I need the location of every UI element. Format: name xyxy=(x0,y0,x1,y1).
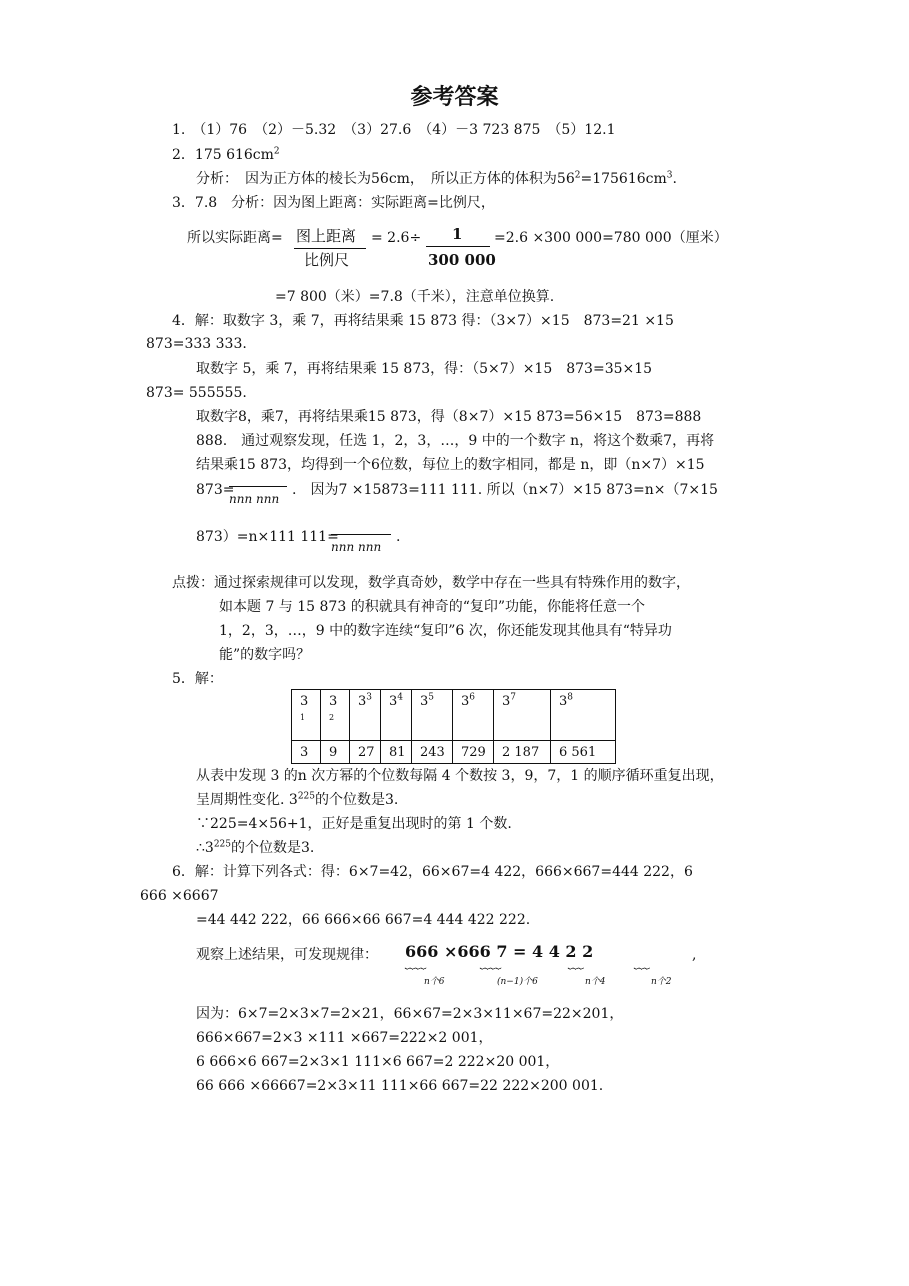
answer-3-mid: = 2.6÷ xyxy=(371,230,422,246)
answer-4-line: 888. 通过观察发现，任选 1，2，3，…，9 中的一个数字 n，将这个数乘7，再将 xyxy=(196,433,715,449)
table-cell: $3^7$ xyxy=(494,690,551,741)
brace-mark: ⏟⏟⏟ xyxy=(568,960,585,970)
rule-prefix: 观察上述结果，可发现规律： xyxy=(196,947,378,963)
powers-table xyxy=(291,689,616,764)
overline xyxy=(331,534,391,535)
table-cell: $3^5$ xyxy=(412,690,453,741)
answer-4-line: 873= xyxy=(196,482,235,498)
rule-end: , xyxy=(692,947,697,963)
answer-4-line: 4．解：取数字 3，乘 7，再将结果乘 15 873 得：（3×7）×15 873=21 ×15 xyxy=(172,313,674,329)
tip-line: 如本题 7 与 15 873 的积就具有神奇的“复印”功能，你能将任意一个 xyxy=(219,599,646,615)
overline xyxy=(229,486,287,487)
tip-line: 点拨：通过探索规律可以发现，数学真奇妙，数学中存在一些具有特殊作用的数字， xyxy=(172,575,690,591)
answer-1: 1. （1）76 （2）－5.32 （3）27.6 （4）－3 723 875 （5）12.1 xyxy=(172,122,616,138)
table-cell: 2 187 xyxy=(494,741,551,764)
answer-5-line: $\therefore 3^{225}$的个位数是3. xyxy=(196,839,315,856)
brace-label: n个6 xyxy=(424,977,445,987)
tip-line: 1，2，3，…，9 中的数字连续“复印”6 次，你还能发现其他具有“特异功 xyxy=(219,623,672,639)
table-cell: 243 xyxy=(412,741,453,764)
rule-expression: 666 ×666 7 = 4 4 2 2 xyxy=(405,942,594,961)
answer-4-line: . xyxy=(396,529,401,545)
answer-4-line: 873）=n×111 111= xyxy=(196,529,339,545)
table-cell: 3 1 xyxy=(292,690,321,741)
answer-4-line: 取数字 5，乘 7，再将结果乘 15 873，得：（5×7）×15 873=35×15 xyxy=(196,361,653,377)
answer-3: 3．7.8 分析：因为图上距离：实际距离=比例尺， xyxy=(172,195,495,211)
table-cell: 3 xyxy=(292,741,321,764)
brace-label: (n−1)个6 xyxy=(497,977,538,987)
answer-3-result: =2.6 ×300 000=780 000（厘米） xyxy=(494,230,728,246)
table-row xyxy=(292,741,616,764)
page-title: 参考答案 xyxy=(410,85,499,110)
tip-line: 能”的数字吗？ xyxy=(219,647,311,663)
answer-6-line: 6．解：计算下列各式：得：6×7=42，66×67=4 422，666×667=444 222，6 xyxy=(172,864,693,880)
answer-6-line: 666×667=2×3 ×111 ×667=222×2 001， xyxy=(196,1030,493,1046)
fraction-denominator: 比例尺 xyxy=(304,251,350,269)
answer-3-prefix: 所以实际距离= xyxy=(187,230,283,246)
table-cell: 3 2 xyxy=(321,690,350,741)
fraction2-numerator: 1 xyxy=(452,225,463,243)
brace-mark: ⏟⏟⏟⏟ xyxy=(480,960,502,970)
answer-4-line: . 因为7 ×15873=111 111. 所以（n×7）×15 873=n×（7×15 xyxy=(292,482,718,498)
table-cell: 6 561 xyxy=(551,741,616,764)
answer-3-conversion: =7 800（米）=7.8（千米），注意单位换算. xyxy=(275,289,555,305)
brace-mark: ⏟⏟⏟ xyxy=(634,960,651,970)
brace-label: n个2 xyxy=(651,977,672,987)
answer-5-line: 从表中发现 3 的n 次方幂的个位数每隔 4 个数按 3，9，7，1 的顺序循环重复出现， xyxy=(196,768,724,784)
repeated-digits: nnn nnn xyxy=(229,492,280,506)
answer-6-line: =44 442 222，66 666×66 667=4 444 422 222. xyxy=(196,912,531,928)
answer-4-line: 结果乘15 873，均得到一个6位数，每位上的数字相同，都是 n，即（n×7）×15 xyxy=(196,457,705,473)
answer-6-line: 66 666 ×66667=2×3×11 111×66 667=22 222×200 001. xyxy=(196,1078,604,1094)
fraction-numerator: 图上距离 xyxy=(296,227,357,245)
answer-2-analysis: 分析： 因为正方体的棱长为56cm， 所以正方体的体积为$56^2=175616cm^3$. xyxy=(196,170,677,187)
brace-label: n个4 xyxy=(585,977,606,987)
answer-4-line: 取数字8，乘7，再将结果乘15 873，得（8×7）×15 873=56×15 873=888 xyxy=(196,409,702,425)
fraction2-line xyxy=(426,246,490,247)
table-cell: $3^8$ xyxy=(551,690,616,741)
answer-5-line: ∵225=4×56+1，正好是重复出现时的第 1 个数. xyxy=(196,816,512,832)
table-cell: $3^3$ xyxy=(350,690,381,741)
table-cell: 81 xyxy=(381,741,412,764)
answer-6-line: 因为：6×7=2×3×7=2×21，66×67=2×3×11×67=22×201， xyxy=(196,1006,624,1022)
answer-6-line: 666 ×6667 xyxy=(140,888,219,904)
brace-mark: ⏟⏟⏟⏟ xyxy=(405,960,427,970)
answer-4-line: 873= 555555. xyxy=(146,385,247,401)
fraction2-denominator: 300 000 xyxy=(428,251,496,269)
table-cell: $3^4$ xyxy=(381,690,412,741)
answer-2: 2．175 $616cm^2$ xyxy=(172,146,280,163)
table-cell: 27 xyxy=(350,741,381,764)
table-cell: 729 xyxy=(453,741,494,764)
answer-5-label: 5．解： xyxy=(172,671,223,687)
answer-5-line: 呈周期性变化. $3^{225}$的个位数是3. xyxy=(196,791,399,808)
fraction-line xyxy=(294,248,366,249)
table-cell: 9 xyxy=(321,741,350,764)
answer-4-line: 873=333 333. xyxy=(146,336,247,352)
table-cell: $3^6$ xyxy=(453,690,494,741)
answer-6-line: 6 666×6 667=2×3×1 111×6 667=2 222×20 001， xyxy=(196,1054,560,1070)
table-row xyxy=(292,690,616,741)
repeated-digits: nnn nnn xyxy=(331,540,382,554)
